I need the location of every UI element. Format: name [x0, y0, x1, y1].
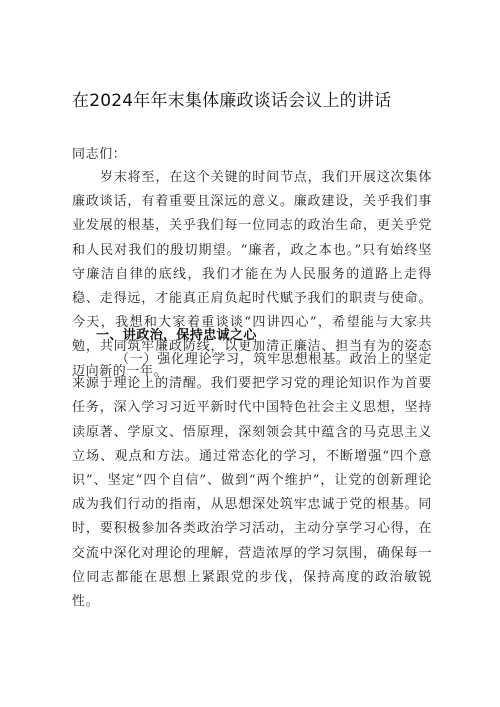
greeting: 同志们：: [72, 147, 127, 162]
paragraph-section-1-1: （一）强化理论学习，筑牢思想根基。政治上的坚定来源于理论上的清醒。我们要把学习党的理论知识作为首要任务，深入学习习近平新时代中国特色社会主义思想，坚持读原著、学原文、悟原理，深刻领会其中蕴含的马克思主义立场、观点和方法。通过常态化的学习，不断增强“四个意识”、坚定“四个自信”、做到“两个维护”，让党的创新理论成为我们行动的指南，从思想深处筑牢忠诚于党的根基。同时，要积极参加各类政治学习活动，主动分享学习心得，在交流中深化对理论的理解，营造浓厚的学习氛围，确保每一位同志都能在思想上紧跟党的步伐，保持高度的政治敏锐性。: [72, 352, 432, 610]
paragraph-intro: 岁末将至，在这个关键的时间节点，我们开展这次集体廉政谈话，有着重要且深远的意义。廉政建设，关乎我们事业发展的根基，关乎我们每一位同志的政治生命，更关乎党和人民对我们的殷切期望。“廉者，政之本也。”只有始终坚守廉洁自律的底线，我们才能在为人民服务的道路上走得稳、走得远，才能真正肩负起时代赋予我们的职责与使命。今天，我想和大家着重谈谈“四讲四心”，希望能与大家共勉，共同筑牢廉政防线，以更加清正廉洁、担当有为的姿态迈向新的一年。: [72, 170, 432, 379]
section-heading-1: 一、讲政治，保持忠诚之心: [96, 328, 257, 343]
document-title: 在2024年年末集体廉政谈话会议上的讲话: [72, 91, 392, 111]
